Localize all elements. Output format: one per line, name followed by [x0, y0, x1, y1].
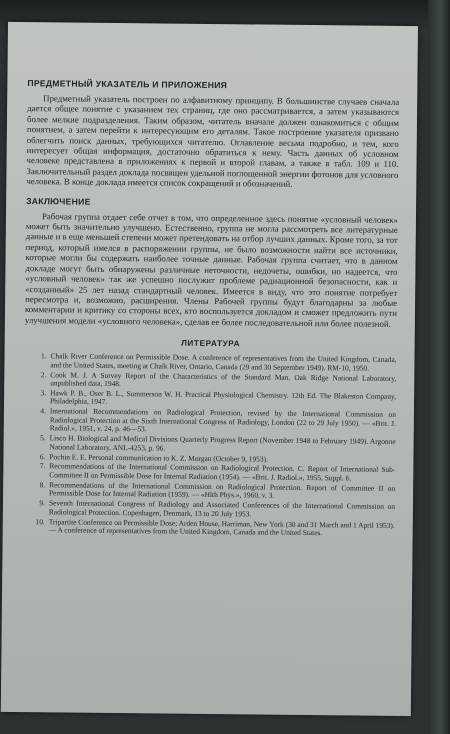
reference-text: Hawk P. B., Oser B. L., Summerson W. H. Practical Physiological Chemistry. 12th Ed. The Blakeston Company, Philadelphia, 1947.	[49, 388, 397, 407]
reference-text: Recommendations of the International Commission on Radiological Protection. C. Report of International Sub-Committee II on Permissible Dose for Internal Radiation (1954). — «Brit. J. Radiol.», 1955, Suppl. 6.	[49, 461, 396, 483]
reference-item	[24, 407, 396, 437]
reference-number: 3.	[40, 388, 47, 398]
reference-text: Pochin E. E. Personal communication to K. Z. Morgan (October 9, 1953).	[49, 451, 268, 464]
page-content	[23, 78, 400, 540]
conclusion-section-heading: ЗАКЛЮЧЕНИЕ	[26, 195, 91, 207]
reference-item	[23, 518, 395, 539]
reference-text: International Recommendations on Radiological Protection, revised by the International Commission on Radiological Protection at the Sixth International Congress of Radiology, London (22 to 29 July 1950). — «Brit. J. Radiol.», 1951, v. 24, p. 46—53.	[49, 406, 396, 434]
conclusion-section-paragraph: Рабочая группа отдает себе отчет в том, что определенное здесь понятие «условный человек» может быть значительно улучшено. Естественно, группа не могла рассмотреть все литературные данные и в еще меньшей степени может претендовать на отбор лучших данных. Кроме того, за тот период, который имелся в распоряжении группы, не было возможности найти все источники, которые могли бы содержать наиболее точные данные. Рабочая группа считает, что в данном докладе могут быть обнаружены различные неточности, недочеты, ошибки, но надеется, что «условный человек» так же успешно послужит проблеме радиационной безопасности, как и «созданный» 25 лет назад стандартный человек. Имеется в виду, что это понятие потребует пересмотра и, возможно, расширения. Члены Рабочей группы будут благодарны за любые комментарии и критику со стороны всех, кто воспользуется докладом и сможет предложить пути улучшения модели «условного человека», сделав ее более последовательной или более полезной.	[24, 210, 399, 329]
index-section-heading: ПРЕДМЕТНЫЙ УКАЗАТЕЛЬ И ПРИЛОЖЕНИЯ	[27, 78, 228, 91]
reference-text: Lisco H. Biological and Medical Divisions Quarterly Progress Report (November 1948 to February 1949). Argonne National Laboratory, ANL-4253, p. 96.	[49, 433, 396, 453]
reference-number: 2.	[40, 369, 47, 379]
reference-number: 5.	[40, 433, 46, 443]
reference-text: Recommendations of the International Commission on Radiological Protection. Report of Committee II on Permissible Dose for Internal Radiation (1959). — «Hlth Phys.», 1960, v. 3.	[49, 480, 396, 501]
reference-number: 7.	[39, 461, 46, 471]
reference-text: Seventh International Congress of Radiology and Associated Conferences of the International Commission on Radiological Protection. Copenhagen, Denmark, 13 to 20 July 1953.	[48, 498, 396, 519]
reference-text: Chalk River Conference on Permissible Dose. A conference of representatives from the United Kingdom, Canada, and the United States, meeting at Chalk River, Ontario, Canada (29 and 30 September 1949). RM-10, 1950.	[50, 351, 397, 373]
index-section-paragraph: Предметный указатель построен по алфавитному принципу. В большинстве случаев сначала дается общее понятие с указанием тех страниц, где оно рассматривается, а затем указываются более мелкие подразделения. Таким образом, читатель вначале должен ознакомиться с общим понятием, а затем перейти к интересующим его деталям. Такое построение указателя призвано облегчить поиск данных, требующихся читателю. Оглавление весьма подробно, и тем, кого интересует общая информация, достаточно обратиться к нему. Часть данных об условном человеке представлена в приложениях к первой и второй главам, а также в табл. 109 и 110. Заключительный раздел доклада посвящен удельной поглощенной энергии фотонов для условного человека. В конце доклада имеется список сокращений и обозначений.	[26, 93, 400, 190]
reference-text: Tripartite Conference on Permissible Dose; Arden House, Harriman, New York (30 and 31 March and 1 April 1953). — A conference of representatives from the United Kingdom, Canada and the United States.	[48, 516, 395, 538]
book-spine-edge	[428, 0, 450, 734]
book-page	[1, 22, 418, 716]
reference-number: 10.	[35, 516, 45, 526]
literature-title: ЛИТЕРАТУРА	[181, 338, 241, 349]
reference-number: 1.	[40, 351, 47, 361]
reference-list	[23, 352, 397, 538]
reference-number: 8.	[39, 479, 46, 490]
reference-number: 4.	[40, 406, 46, 416]
reference-number: 9.	[39, 498, 46, 508]
reference-number: 6.	[39, 451, 46, 461]
reference-text: Cook M. J. A Survey Report of the Characteristics of the Standard Man. Oak Ridge National Laboratory, unpublished data, 1948.	[50, 369, 397, 389]
